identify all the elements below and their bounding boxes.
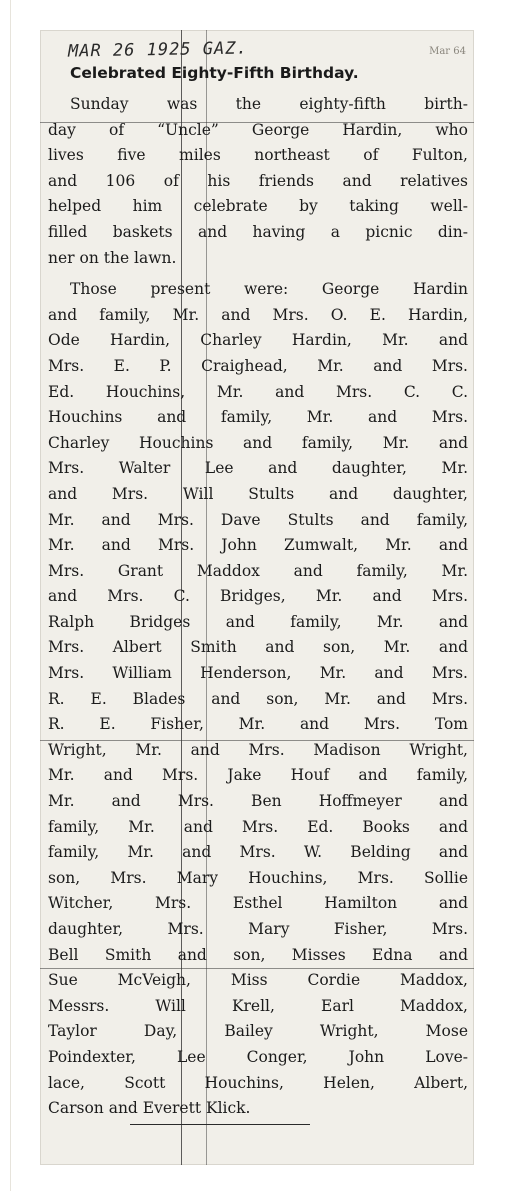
text-line: Houchins and family, Mr. and Mrs. — [48, 408, 468, 427]
text-line: family, Mr. and Mrs. W. Belding and — [48, 843, 468, 862]
text-line: Taylor Day, Bailey Wright, Mose — [48, 1022, 468, 1041]
text-line: helped him celebrate by taking well- — [48, 197, 468, 216]
text-line: Mrs. William Henderson, Mr. and Mrs. — [48, 664, 468, 683]
text-line: ner on the lawn. — [48, 248, 177, 267]
text-line: Mrs. Walter Lee and daughter, Mr. — [48, 459, 468, 478]
text-line: Wright, Mr. and Mrs. Madison Wright, — [48, 740, 468, 759]
text-line: Those present were: George Hardin — [70, 280, 468, 299]
text-line: R. E. Fisher, Mr. and Mrs. Tom — [48, 715, 468, 734]
text-line: and Mrs. Will Stults and daughter, — [48, 484, 468, 503]
text-line: and Mrs. C. Bridges, Mr. and Mrs. — [48, 587, 468, 606]
end-rule — [130, 1124, 310, 1125]
newspaper-clipping — [40, 30, 474, 1165]
text-line: Sue McVeigh, Miss Cordie Maddox, — [48, 971, 468, 990]
text-line: Poindexter, Lee Conger, John Love- — [48, 1047, 468, 1066]
text-line: daughter, Mrs. Mary Fisher, Mrs. — [48, 920, 468, 938]
text-line: Sunday was the eighty-fifth birth- — [70, 95, 468, 113]
text-line: Witcher, Mrs. Esthel Hamilton and — [48, 894, 468, 913]
text-line: Messrs. Will Krell, Earl Maddox, — [48, 996, 468, 1015]
text-line: lives five miles northeast of Fulton, — [48, 146, 468, 165]
text-line: and family, Mr. and Mrs. O. E. Hardin, — [48, 305, 468, 324]
text-line: Ode Hardin, Charley Hardin, Mr. and — [48, 331, 468, 350]
text-line: Mr. and Mrs. Jake Houf and family, — [48, 766, 468, 785]
text-line: Mr. and Mrs. Ben Hoffmeyer and — [48, 792, 468, 811]
text-line: Mrs. Albert Smith and son, Mr. and — [48, 638, 468, 657]
text-line: Charley Houchins and family, Mr. and — [48, 433, 468, 452]
text-line: Ralph Bridges and family, Mr. and — [48, 612, 468, 631]
text-line: Mrs. Grant Maddox and family, Mr. — [48, 561, 468, 580]
text-line: R. E. Blades and son, Mr. and Mrs. — [48, 689, 468, 708]
text-line: Mr. and Mrs. John Zumwalt, Mr. and — [48, 536, 468, 555]
article-headline: Celebrated Eighty-Fifth Birthday. — [70, 64, 359, 82]
text-line: family, Mr. and Mrs. Ed. Books and — [48, 817, 468, 836]
text-line: day of “Uncle” George Hardin, who — [48, 120, 468, 139]
text-line: Bell Smith and son, Misses Edna and — [48, 945, 468, 964]
corner-mark: Mar 64 — [429, 46, 466, 57]
text-line: Carson and Everett Klick. — [48, 1099, 251, 1118]
handwritten-date-note: MAR 26 1925 GAZ. — [67, 38, 248, 62]
text-line: Mr. and Mrs. Dave Stults and family, — [48, 510, 468, 529]
text-line: lace, Scott Houchins, Helen, Albert, — [48, 1073, 468, 1092]
text-line: Mrs. E. P. Craighead, Mr. and Mrs. — [48, 356, 468, 375]
text-line: and 106 of his friends and relatives — [48, 171, 468, 190]
text-line: Ed. Houchins, Mr. and Mrs. C. C. — [48, 382, 468, 401]
article-body — [48, 92, 468, 1122]
text-line: son, Mrs. Mary Houchins, Mrs. Sollie — [48, 868, 468, 887]
text-line: filled baskets and having a picnic din- — [48, 222, 468, 241]
page-edge — [10, 0, 11, 1191]
